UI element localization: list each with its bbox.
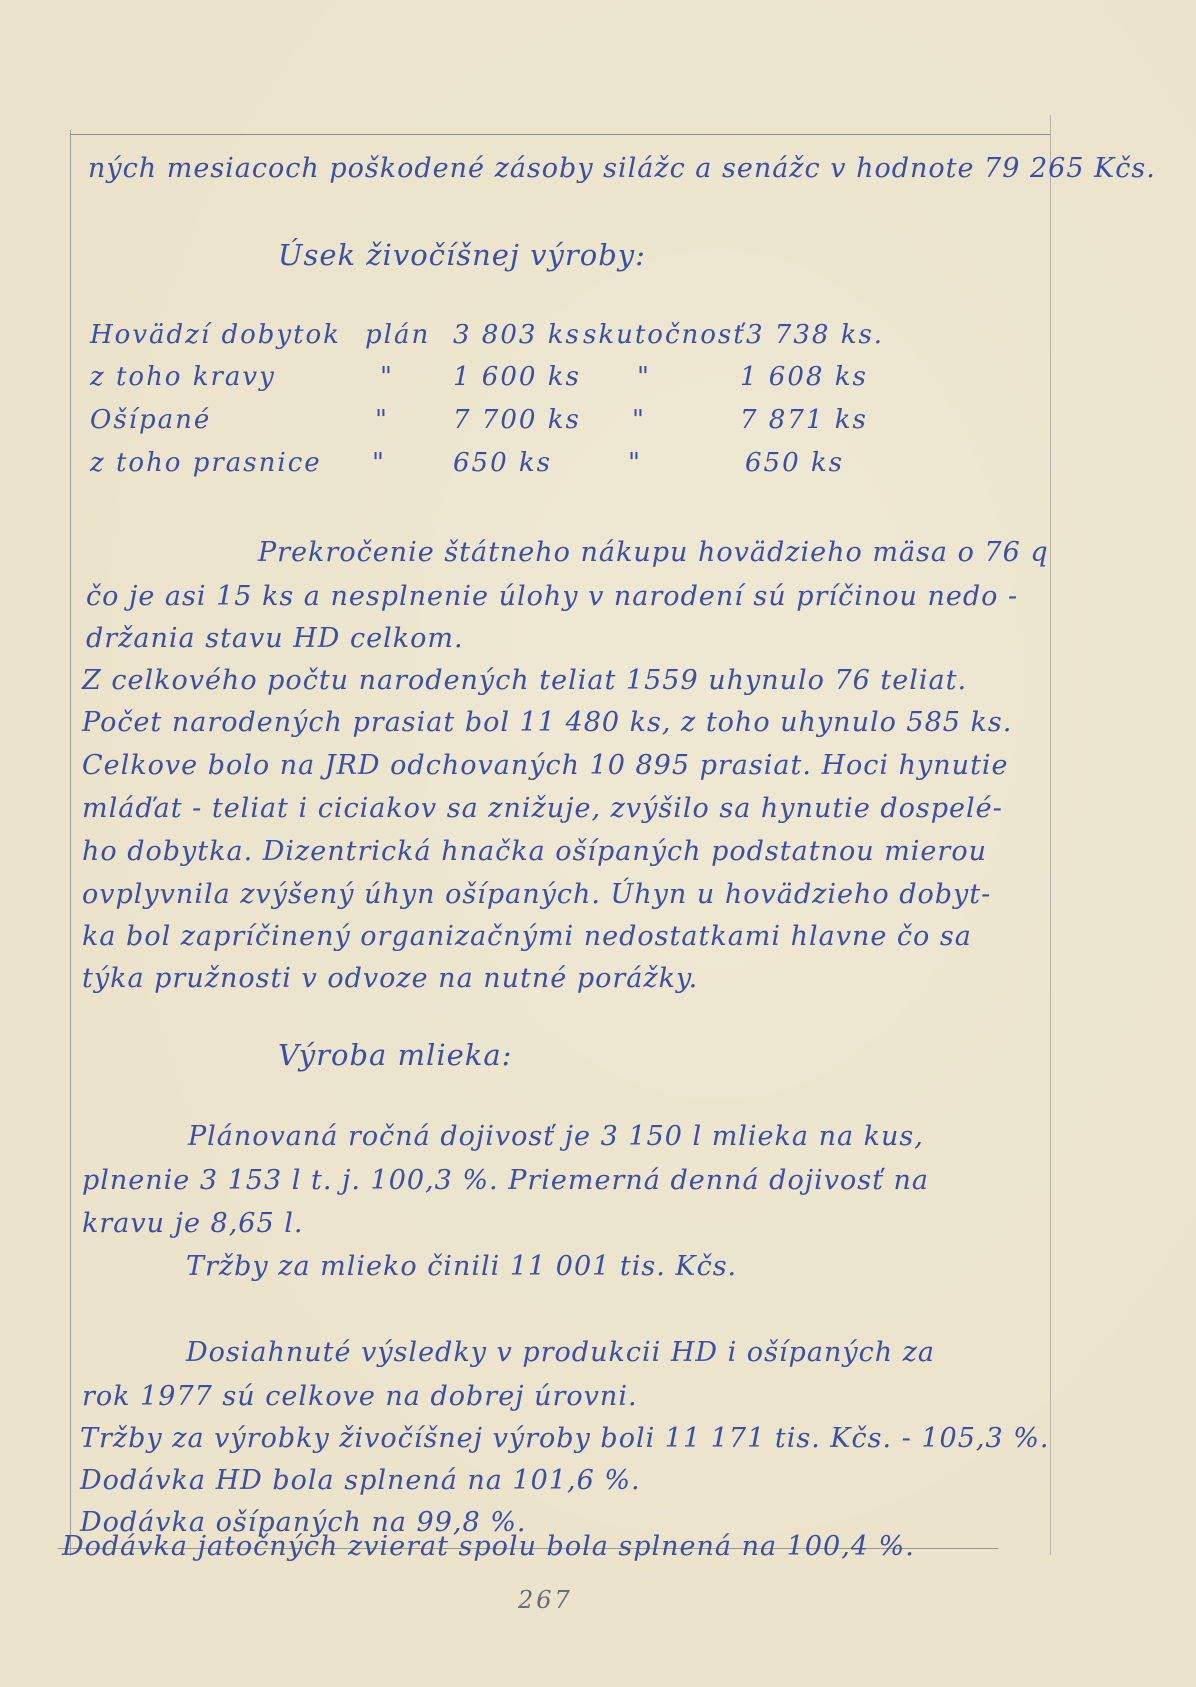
text-line: Dodávka jatočných zvierat spolu bola splnená na 100,4 %.	[62, 1531, 915, 1562]
table-row-plan: 7 700 ks	[453, 405, 581, 435]
text-line: ných mesiacoch poškodené zásoby silážc a senážc v hodnote 79 265 Kčs.	[88, 153, 1156, 184]
table-row-name: Hovädzí dobytok	[90, 320, 341, 350]
text-line: Tržby za mlieko činili 11 001 tis. Kčs.	[186, 1251, 738, 1282]
frame-line-top	[70, 134, 1050, 135]
table-row-name: z toho kravy	[90, 362, 276, 392]
text-line: ovplyvnila zvýšený úhyn ošípaných. Úhyn u hovädzieho dobyt-	[82, 879, 992, 910]
table-row-actual-label: "	[637, 362, 651, 392]
text-line: plnenie 3 153 l t. j. 100,3 %. Priemerná denná dojivosť na	[82, 1165, 930, 1196]
table-row-actual-label: "	[632, 405, 646, 435]
text-line: Dosiahnuté výsledky v produkcii HD i ošípaných za	[186, 1337, 935, 1368]
text-line: držania stavu HD celkom.	[86, 623, 464, 654]
text-line: Prekročenie štátneho nákupu hovädzieho mäsa o 76 q	[258, 537, 1049, 568]
text-line: kravu je 8,65 l.	[82, 1208, 304, 1239]
table-row-actual: 3 738 ks.	[746, 320, 885, 350]
text-line: rok 1977 sú celkove na dobrej úrovni.	[82, 1381, 638, 1412]
text-line: ka bol zapríčinený organizačnými nedostatkami hlavne čo sa	[82, 921, 972, 952]
text-line: Tržby za výrobky živočíšnej výroby boli 11 171 tis. Kčs. - 105,3 %.	[80, 1423, 1050, 1454]
table-row-plan-label: "	[380, 362, 394, 392]
text-line: čo je asi 15 ks a nesplnenie úlohy v narodení sú príčinou nedo -	[86, 581, 1019, 612]
text-line: Celkove bolo na JRD odchovaných 10 895 prasiat. Hoci hynutie	[82, 750, 1009, 781]
table-row-actual: 1 608 ks	[740, 362, 868, 392]
table-row-name: z toho prasnice	[90, 448, 322, 478]
table-row-plan-label: plán	[365, 320, 431, 350]
text-line: ho dobytka. Dizentrická hnačka ošípaných podstatnou mierou	[82, 836, 987, 867]
table-row-plan: 650 ks	[453, 448, 552, 478]
table-row-actual-label: skutočnosť	[583, 320, 746, 350]
table-row-plan: 1 600 ks	[453, 362, 581, 392]
text-line: Dodávka HD bola splnená na 101,6 %.	[80, 1465, 641, 1496]
text-line: týka pružnosti v odvoze na nutné porážky.	[82, 963, 699, 994]
frame-line-left	[70, 130, 71, 1556]
text-line: Z celkového počtu narodených teliat 1559 uhynulo 76 teliat.	[82, 665, 968, 696]
frame-line-right	[1050, 115, 1051, 1555]
table-row-name: Ošípané	[90, 405, 212, 435]
page-number: 267	[518, 1586, 573, 1614]
table-row-actual: 7 871 ks	[740, 405, 868, 435]
table-row-plan-label: "	[375, 405, 389, 435]
table-row-actual: 650 ks	[745, 448, 844, 478]
text-line: Počet narodených prasiat bol 11 480 ks, z toho uhynulo 585 ks.	[82, 707, 1013, 738]
table-row-actual-label: "	[628, 448, 642, 478]
text-line: Plánovaná ročná dojivosť je 3 150 l mlieka na kus,	[188, 1121, 924, 1152]
text-line: mláďat - teliat i ciciakov sa znižuje, zvýšilo sa hynutie dospelé-	[82, 793, 1003, 824]
section-heading-livestock: Úsek živočíšnej výroby:	[278, 238, 646, 272]
table-row-plan-label: "	[372, 448, 386, 478]
section-heading-milk: Výroba mlieka:	[278, 1038, 513, 1072]
table-row-plan: 3 803 ks	[453, 320, 581, 350]
text-line: Dodávka ošípaných na 99,8 %.	[80, 1507, 527, 1538]
